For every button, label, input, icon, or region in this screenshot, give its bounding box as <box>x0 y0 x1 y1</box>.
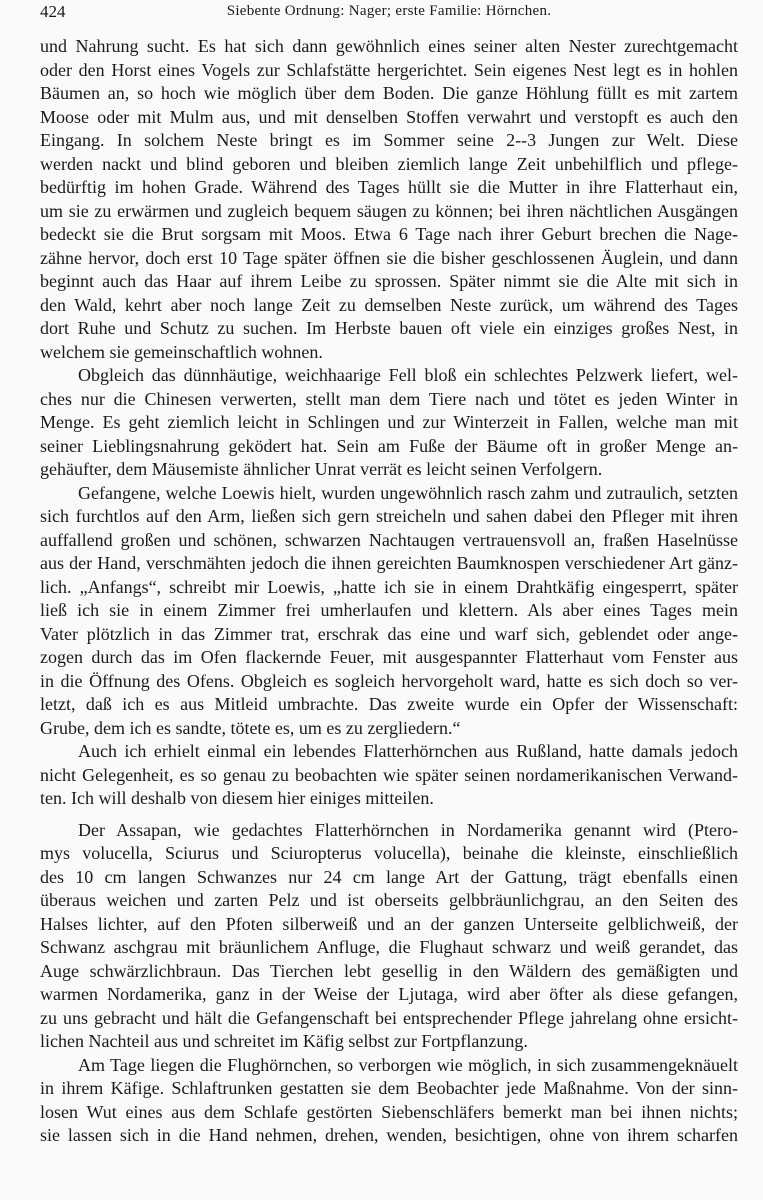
paragraph <box>40 1054 738 1148</box>
text-line: sich furchtlos auf den Arm, ließen sich gern streicheln und sahen dabei den Pfleger mit ihren <box>40 506 738 526</box>
text-line: oder den Horst eines Vogels zur Schlafstätte hergerichtet. Sein eigenes Nest legt es in hohlen <box>40 59 738 80</box>
text-line: in die Öffnung des Ofens. Obgleich es sogleich hervorgeholt ward, hatte es sich doch so ver- <box>40 670 738 691</box>
text-line: ließ ich sie in einem Zimmer frei umherlaufen und klettern. Als aber eines Tages mein <box>40 600 738 620</box>
text-line: bedürftig im hohen Grade. Während des Tages hüllt sie die Mutter in ihre Flatterhaut ein, <box>40 177 738 197</box>
body-text <box>40 35 738 1148</box>
text-line: in ihrem Käfige. Schlaftrunken gestatten sie dem Beobachter jede Maßnahme. Von der sinn- <box>40 1078 738 1098</box>
text-line: losen Wut eines aus dem Schlafe gestörten Siebenschläfers bemerkt man bei ihnen nichts; <box>40 1101 738 1122</box>
running-title: Siebente Ordnung: Nager; erste Familie: Hörnchen. <box>226 3 552 19</box>
text-line: Eingang. In solchem Neste bringt es im Sommer seine 2--3 Jungen zur Welt. Diese <box>40 130 738 150</box>
text-line: ten. Ich will deshalb von diesem hier einiges mitteilen. <box>40 788 434 808</box>
text-line: Grube, dem ich es sandte, tötete es, um es zu zergliedern.“ <box>40 717 461 738</box>
text-line: warmen Nordamerika, ganz in der Weise der Ljutaga, wird aber öfter als diese gefangen, <box>40 984 738 1004</box>
text-line: letzt, daß ich es aus Mitleid umbrachte. Das zweite wurde ein Opfer der Wissenschaft: <box>40 694 738 714</box>
text-line: zu uns gebracht und hält die Gefangenschaft bei entsprechender Pflege jahrelang ohne ersicht- <box>40 1007 738 1028</box>
text-line: welchem sie gemeinschaftlich wohnen. <box>40 341 323 362</box>
text-line: Schwanz aschgrau mit bräunlichem Anfluge, die Flughaut schwarz und weiß gerandet, das <box>40 937 738 957</box>
text-line: gehäufter, dem Mäusemiste ähnlicher Unrat verrät es leicht seinen Verfolgern. <box>40 459 603 479</box>
text-line: Menge. Es geht ziemlich leicht in Schlingen und zur Winterzeit in Fallen, welche man mit <box>40 412 738 432</box>
text-line: sie lassen sich in die Hand nehmen, drehen, wenden, besichtigen, ohne von ihrem scharfen <box>40 1125 738 1145</box>
text-line: nicht Gelegenheit, es so genau zu beobachten wie später seinen nordamerikanischen Verwand- <box>40 764 738 785</box>
text-line: aus der Hand, verschmähten jedoch die ihnen gereichten Baumknospen verschiedener Art gänz- <box>40 553 738 573</box>
text-line: Auch ich erhielt einmal ein lebendes Flatterhörnchen aus Rußland, hatte damals jedoch <box>78 741 738 761</box>
text-line: des 10 cm langen Schwanzes nur 24 cm lange Art der Gattung, trägt ebenfalls einen <box>40 866 738 887</box>
text-line: überaus weichen und zarten Pelz und ist oberseits gelbbräunlichgrau, an den Seiten des <box>40 890 738 910</box>
page-header <box>40 2 738 24</box>
text-line: zogen durch das im Ofen flackernde Feuer, mit ausgespannter Flatterhaut vom Fenster aus <box>40 647 738 667</box>
text-line: lichen Nachteil aus und schreitet im Käfig selbst zur Fortpflanzung. <box>40 1031 528 1051</box>
text-line: bedeckt sie die Brut sorgsam mit Moos. Etwa 6 Tage nach ihrer Geburt brechen die Nage- <box>40 224 738 244</box>
text-line: Obgleich das dünnhäutige, weichhaarige Fell bloß ein schlechtes Pelzwerk liefert, wel- <box>78 365 738 385</box>
text-line: zähne hervor, doch erst 10 Tage später öffnen sie die bisher geschlossenen Äuglein, und dann <box>40 247 738 268</box>
paragraph <box>40 364 738 482</box>
text-line: Moose oder mit Mulm aus, und mit denselben Stoffen verwahrt und verstopft es auch den <box>40 106 738 127</box>
text-line: Gefangene, welche Loewis hielt, wurden ungewöhnlich rasch zahm und zutraulich, setzten <box>78 482 738 503</box>
text-line: Bäumen an, so hoch wie möglich über dem Boden. Die ganze Höhlung füllt es mit zartem <box>40 83 738 103</box>
text-line: Vater plötzlich in das Zimmer trat, erschrak das eine und warf sich, geblendet oder ange- <box>40 623 738 644</box>
text-line: seiner Lieblingsnahrung geködert hat. Sein am Fuße der Bäume oft in großer Menge an- <box>40 435 738 456</box>
text-line: den Wald, kehrt aber noch lange Zeit zu demselben Neste zurück, um während des Tages <box>40 294 738 315</box>
text-line: Halses lichter, auf den Pfoten silberweiß und an der ganzen Unterseite gelblichweiß, der <box>40 913 738 934</box>
text-line: Auge schwärzlichbraun. Das Tierchen lebt gesellig in den Wäldern des gemäßigten und <box>40 960 738 981</box>
text-line: werden nackt und blind geboren und bleiben ziemlich lange Zeit unbehilflich und pflege- <box>40 153 738 174</box>
text-line: auffallend großen und schönen, schwarzen Nachtaugen vertrauensvoll an, fraßen Haselnüsse <box>40 529 738 550</box>
text-line: beginnt auch das Haar auf ihrem Leibe zu sprossen. Später nimmt sie die Alte mit sich in <box>40 271 738 291</box>
text-line: Am Tage liegen die Flughörnchen, so verborgen wie möglich, in sich zusammengeknäuelt <box>78 1054 738 1075</box>
text-line: um sie zu erwärmen und zugleich bequem säugen zu können; bei ihren nächtlichen Ausgängen <box>40 200 738 221</box>
text-line: lich. „Anfangs“, schreibt mir Loewis, „hatte ich sie in einem Drahtkäfig eingesperrt, später <box>40 576 738 597</box>
text-line: dort Ruhe und Schutz zu suchen. Im Herbste bauen oft viele ein einziges großes Nest, in <box>40 318 738 338</box>
paragraph <box>40 740 738 811</box>
paragraph <box>40 819 738 1054</box>
text-line: ches nur die Chinesen verwerten, stellt man dem Tiere nach und tötet es jeden Winter in <box>40 388 738 409</box>
paragraph <box>40 35 738 364</box>
paragraph <box>40 482 738 741</box>
text-line: mys volucella, Sciurus und Sciuropterus volucella), beinahe die kleinste, einschließlich <box>40 843 738 863</box>
page-number: 424 <box>40 2 66 21</box>
text-line: Der Assapan, wie gedachtes Flatterhörnchen in Nordamerika genannt wird (Ptero- <box>78 819 738 840</box>
text-line: und Nahrung sucht. Es hat sich dann gewöhnlich eines seiner alten Nester zurechtgemacht <box>40 36 738 56</box>
